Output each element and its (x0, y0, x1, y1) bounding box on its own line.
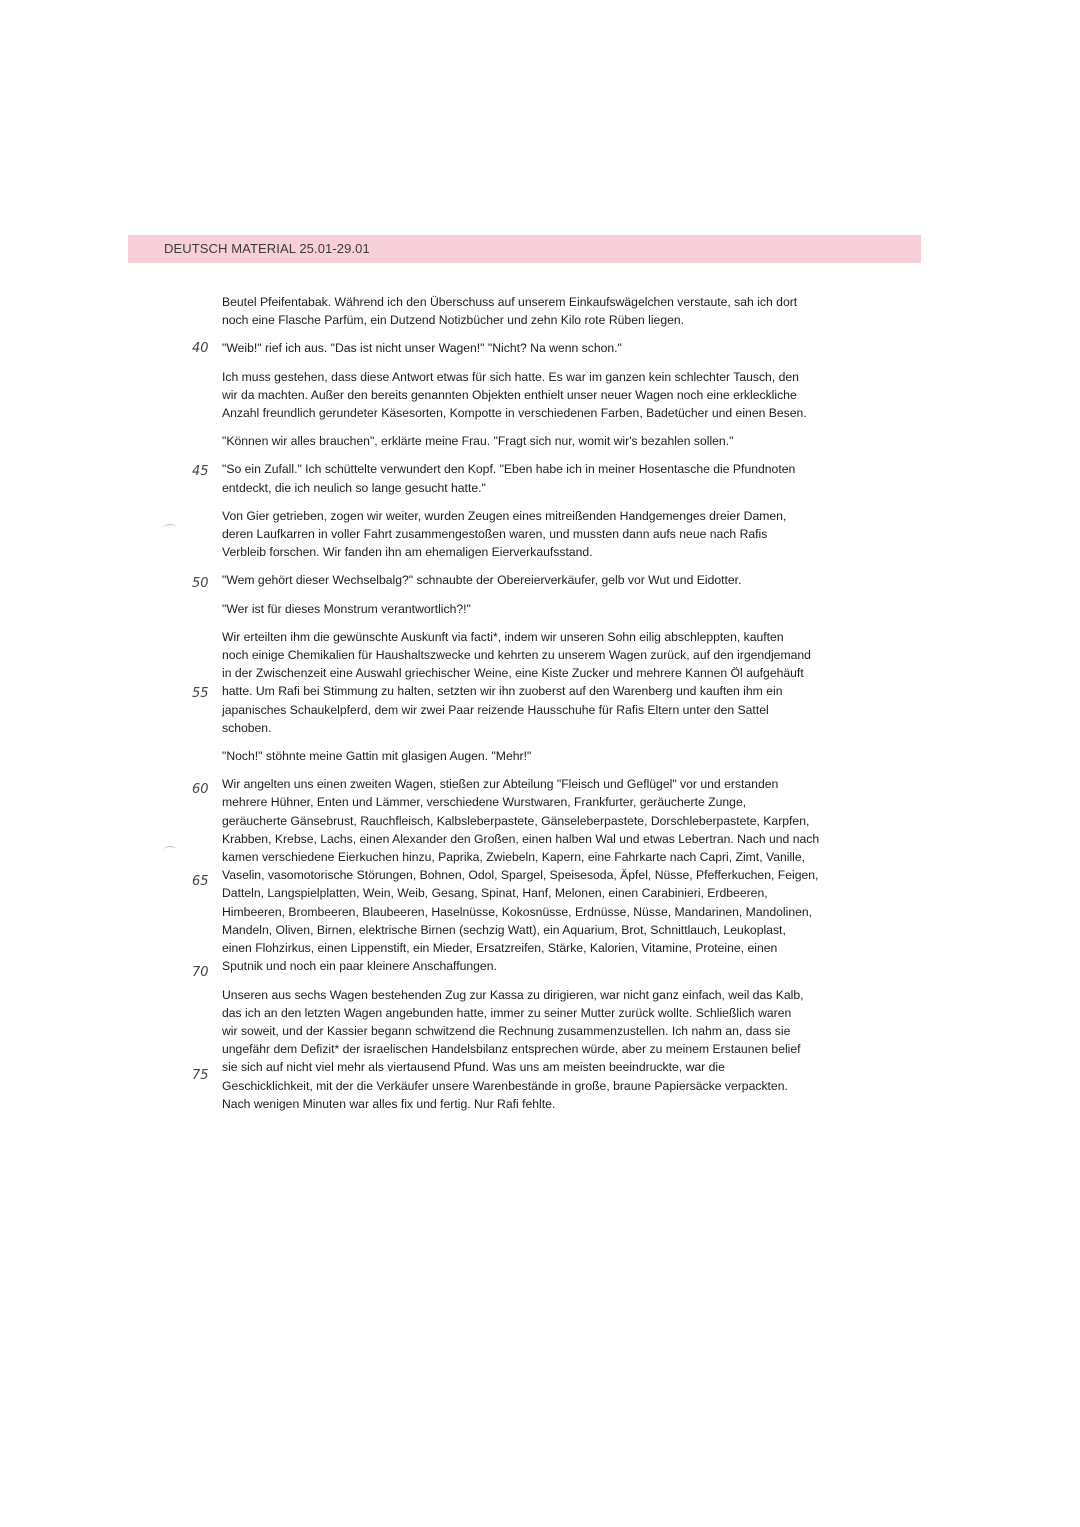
text-line: Beutel Pfeifentabak. Während ich den Überschuss auf unserem Einkaufswägelchen verstaute, sah ich dort (222, 295, 798, 309)
line-number: 50 (192, 576, 209, 591)
text-line: deren Laufkarren in voller Fahrt zusammengestoßen waren, und mussten dann aufs neue nach Rafis (222, 527, 768, 542)
paragraph (222, 293, 832, 329)
text-line: "Weib!" rief ich aus. "Das ist nicht unser Wagen!" "Nicht? Na wenn schon." (222, 341, 622, 356)
text-line: Datteln, Langspielplatten, Wein, Weib, Gesang, Spinat, Hanf, Melonen, einen Carabinieri, Erdbeeren, (222, 886, 768, 901)
text-line: sie sich auf nicht viel mehr als viertausend Pfund. Was uns am meisten beeindruckte, war die (222, 1060, 725, 1075)
text-line: mehrere Hühner, Enten und Lämmer, verschiedene Wurstwaren, Frankfurter, geräucherte Zunge, (222, 795, 747, 810)
text-line: geräucherte Gänsebrust, Rauchfleisch, Kalbsleberpastete, Gänseleberpastete, Dorschleberpastete, Karpfen, (222, 813, 810, 828)
text-line: noch eine Flasche Parfüm, ein Dutzend Notizbücher und zehn Kilo rote Rüben liegen. (222, 313, 685, 328)
text-line: Mandeln, Oliven, Birnen, elektrische Birnen (sechzig Watt), ein Aquarium, Brot, Schnittlauch, Leukoplast, (222, 922, 786, 937)
text-line: Sputnik und noch ein paar kleinere Anschaffungen. (222, 959, 497, 974)
paragraph (222, 507, 832, 562)
line-number: 45 (192, 464, 209, 479)
text-line: noch einige Chemikalien für Haushaltszwecke und kehrten zu unserem Wagen zurück, auf den irgendjemand (222, 648, 811, 663)
text-line: in der Zwischenzeit eine Auswahl griechischer Weine, eine Kiste Zucker und mehrere Kannen Öl aufgehäuft (222, 666, 804, 681)
text-line: Vaselin, vasomotorische Störungen, Bohnen, Odol, Spargel, Speisesoda, Äpfel, Nüsse, Pfefferkuchen, Feigen, (222, 868, 819, 883)
text-line: Krabben, Krebse, Lachs, einen Alexander den Großen, einen halben Wal und etwas Lebertran. Nach und nach (222, 831, 820, 846)
header-title: DEUTSCH MATERIAL 25.01-29.01 (164, 241, 370, 256)
text-line: Wir angelten uns einen zweiten Wagen, stießen zur Abteilung "Fleisch und Geflügel" vor und erstanden (222, 777, 779, 792)
text-line: Anzahl freundlich gerundeter Käsesorten, Kompotte in verschiedenen Farben, Badetücher und einen Besen. (222, 406, 807, 421)
text-line: japanisches Schaukelpferd, dem wir zwei Paar reizende Hausschuhe für Rafis Eltern unter den Sattel (222, 702, 769, 717)
text-line: das ich an den letzten Wagen angebunden hatte, immer zu seiner Mutter zurück wollte. Schließlich waren (222, 1005, 792, 1020)
text-line: wir soweit, und der Kassier begann schwitzend die Rechnung zusammenzustellen. Ich nahm an, dass sie (222, 1023, 791, 1038)
text-line: kamen verschiedene Eierkuchen hinzu, Paprika, Zwiebeln, Kapern, eine Fahrkarte nach Capri, Zimt, Vanille, (222, 850, 806, 865)
text-line: Ich muss gestehen, dass diese Antwort etwas für sich hatte. Es war im ganzen kein schlechter Tausch, den (222, 369, 799, 384)
paragraph (222, 600, 832, 618)
text-line: hatte. Um Rafi bei Stimmung zu halten, setzten wir ihn zuoberst auf den Warenberg und kauften ihm ein (222, 684, 783, 699)
line-number: 55 (192, 686, 209, 701)
paragraph (222, 571, 832, 589)
paragraph (222, 432, 832, 450)
text-line: "So ein Zufall." Ich schüttelte verwundert den Kopf. "Eben habe ich in meiner Hosentasche die Pfundnoten (222, 462, 796, 477)
pencil-mark (163, 524, 177, 533)
paragraph (222, 628, 832, 737)
line-number: 75 (192, 1068, 209, 1083)
text-line: "Noch!" stöhnte meine Gattin mit glasigen Augen. "Mehr!" (222, 749, 532, 764)
text-line: "Wem gehört dieser Wechselbalg?" schnaubte der Obereierverkäufer, gelb vor Wut und Eidotter. (222, 573, 742, 588)
text-line: wir da machten. Außer den bereits genannten Objekten enthielt unser neuer Wagen noch eine erkleckliche (222, 387, 797, 402)
text-line: entdeckt, die ich neulich so lange gesucht hatte." (222, 480, 486, 495)
pencil-mark (163, 846, 177, 855)
paragraph (222, 775, 832, 975)
line-number: 40 (192, 341, 209, 356)
text-line: "Wer ist für dieses Monstrum verantwortlich?!" (222, 601, 471, 616)
text-line: einen Flohzirkus, einen Lippenstift, ein Mieder, Ersatzreifen, Stärke, Kalorien, Vitamine, Proteine, einen (222, 941, 778, 956)
line-number: 60 (192, 782, 209, 797)
text-line: Himbeeren, Brombeeren, Blaubeeren, Haselnüsse, Kokosnüsse, Erdnüsse, Nüsse, Mandarinen, Mandolinen, (222, 904, 813, 919)
paragraph (222, 986, 832, 1113)
text-line: Geschicklichkeit, mit der die Verkäufer unsere Warenbestände in große, braune Papiersäcke verpackten. (222, 1078, 788, 1093)
text-line: "Können wir alles brauchen", erklärte meine Frau. "Fragt sich nur, womit wir's bezahlen sollen." (222, 434, 734, 449)
text-line: Von Gier getrieben, zogen wir weiter, wurden Zeugen eines mitreißenden Handgemenges dreier Damen, (222, 508, 787, 523)
line-number: 70 (192, 965, 209, 980)
header-band (128, 235, 921, 263)
paragraph (222, 460, 832, 496)
text-line: Wir erteilten ihm die gewünschte Auskunft via facti*, indem wir unseren Sohn eilig abschleppten, kauften (222, 629, 784, 644)
text-line: Unseren aus sechs Wagen bestehenden Zug zur Kassa zu dirigieren, war nicht ganz einfach, weil das Kalb, (222, 987, 804, 1002)
text-line: schoben. (222, 720, 272, 735)
text-line: Nach wenigen Minuten war alles fix und fertig. Nur Rafi fehlte. (222, 1096, 556, 1111)
paragraph (222, 747, 832, 765)
paragraph (222, 339, 832, 357)
text-line: Verbleib forschen. Wir fanden ihn am ehemaligen Eierverkaufsstand. (222, 545, 593, 560)
story-text (222, 293, 832, 1123)
text-line: ungefähr dem Defizit* der israelischen Handelsbilanz entsprechen würde, aber zu meinem Erstaunen belief (222, 1042, 801, 1057)
paragraph (222, 368, 832, 423)
line-number: 65 (192, 874, 209, 889)
